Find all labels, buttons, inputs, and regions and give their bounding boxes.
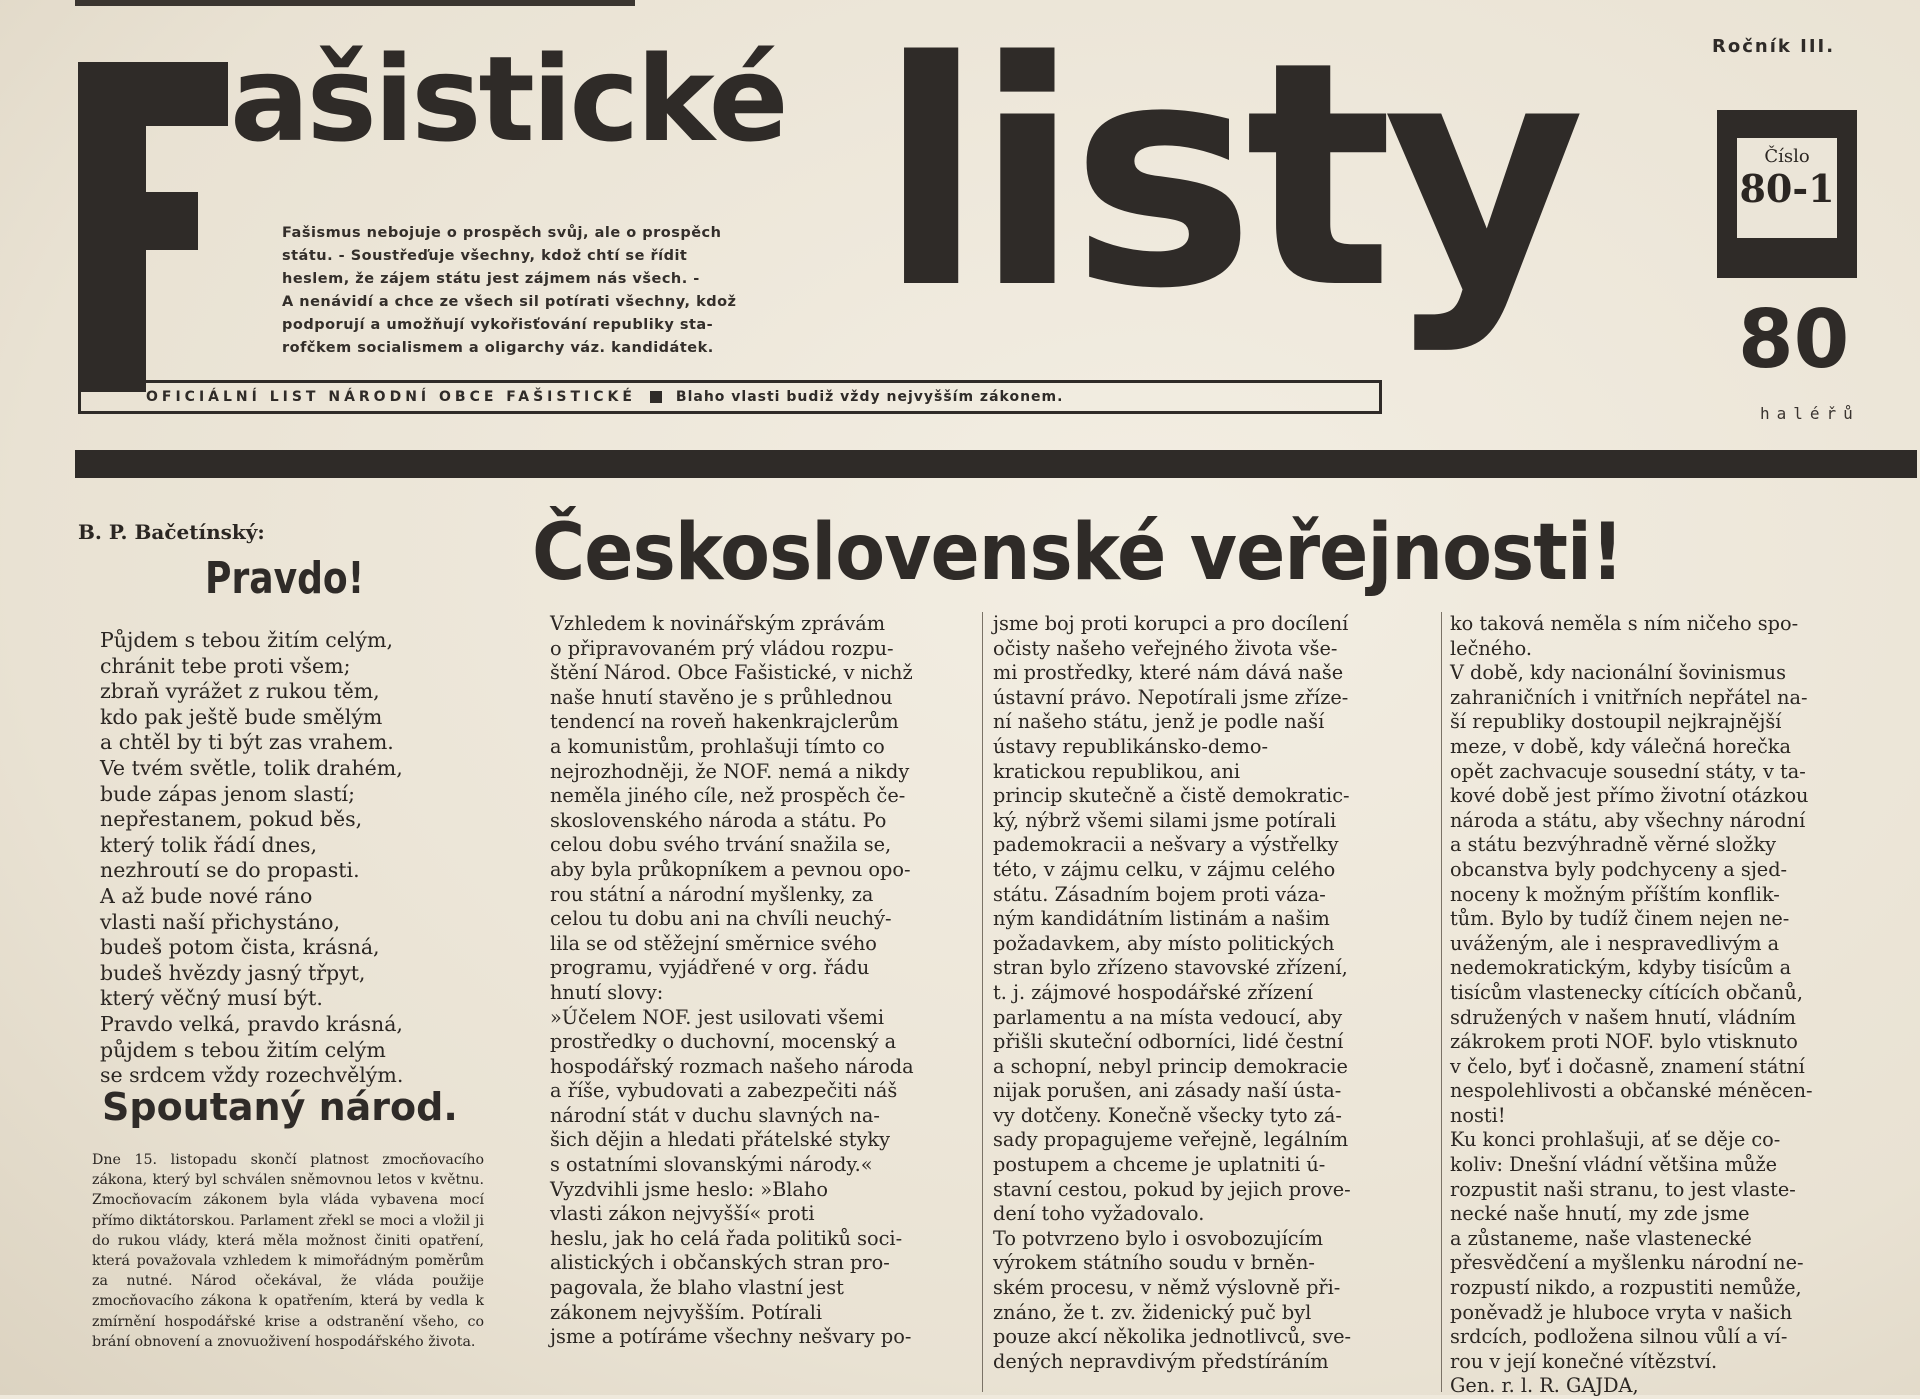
article-line: sdružených v našem hnutí, vládním [1450, 1005, 1796, 1029]
article-line: nosti! [1450, 1103, 1506, 1127]
article-line: lečného. [1450, 636, 1533, 660]
masthead-letter-f [78, 62, 228, 392]
article-line: s ostatními slovanskými národy.« [550, 1153, 873, 1177]
masthead-title-part1: ašistické [230, 30, 786, 168]
article-line: ký, nýbrž všemi silami jsme potírali [993, 808, 1337, 832]
article-line: ní našeho státu, jenž je podle naší [993, 710, 1325, 734]
article-line: a komunistům, prohlašuji tímto co [550, 734, 885, 758]
banner-right-text: Blaho vlasti budiž vždy nejvyšším zákonem. [675, 389, 1064, 405]
header-thick-rule [75, 450, 1917, 478]
column-divider [982, 612, 983, 1392]
article-line: noceny k možným příštím konflik- [1450, 882, 1780, 906]
article-line: hospodářský rozmach našeho národa [550, 1054, 914, 1078]
article-headline: Československé veřejnosti! [532, 508, 1624, 598]
article-line: tendencí na roveň hakenkrajclerům [550, 710, 899, 734]
article-column-1 [550, 612, 974, 1350]
article-column-3 [1450, 612, 1902, 1399]
article-line: rou v její konečné vítězství. [1450, 1349, 1718, 1373]
poem-line: bude zápas jenom slastí; [100, 781, 356, 806]
article-line: koliv: Dnešní vládní většina může [1450, 1153, 1778, 1177]
poem-line: budeš potom čista, krásná, [100, 935, 380, 960]
article-line: jsme boj proti korupci a pro docílení [993, 612, 1349, 635]
article-line: ným kandidátním listinám a našim [993, 907, 1330, 931]
column-divider [1441, 612, 1442, 1392]
article-line: v čelo, byť i dočasně, znamení státní [1450, 1054, 1805, 1078]
volume-label: Ročník III. [1712, 36, 1836, 57]
article-line: mi prostředky, které nám dává naše [993, 661, 1344, 685]
article-line: celou tu dobu ani na chvíli neuchý- [550, 907, 892, 931]
article-line: prostředky o duchovní, mocenský a [550, 1030, 897, 1054]
poem-byline: B. P. Bačetínský: [78, 520, 265, 544]
poem-line: budeš hvězdy jasný třpyt, [100, 960, 366, 985]
article-column-2 [993, 612, 1433, 1374]
article-line: necké naše hnutí, my zde jsme [1450, 1202, 1750, 1226]
article-line: štění Národ. Obce Fašistické, v nichž [550, 661, 913, 685]
article-line: pouze akcí několika jednotlivců, sve- [993, 1325, 1352, 1349]
article-line: kratickou republikou, ani [993, 759, 1241, 783]
poem-line: vlasti naší přichystáno, [100, 909, 340, 934]
poem-line: a chtěl by ti být zas vrahem. [100, 730, 394, 755]
article-line: Vzhledem k novinářským zprávám [550, 612, 886, 635]
article-line: tisícům vlastenecky cítících občanů, [1450, 980, 1803, 1004]
article-line: »Účelem NOF. jest usilovati všemi [550, 1005, 885, 1029]
article-line: parlamentu a na místa vedoucí, aby [993, 1005, 1343, 1029]
article-line: heslu, jak ho celá řada politiků soci- [550, 1226, 903, 1250]
subtitle-banner [78, 380, 1382, 414]
article-line: sady propagujeme veřejně, legálním [993, 1128, 1349, 1152]
article-line: dených nepravdivým předstíráním [993, 1349, 1329, 1373]
article-line: ší republiky dostoupil nejkrajnější [1450, 710, 1782, 734]
poem-line: nezhroutí se do propasti. [100, 858, 360, 883]
poem-line: který věčný musí být. [100, 986, 323, 1011]
motto-line: státu. - Soustřeďuje všechny, kdož chtí se řídit [282, 248, 688, 264]
article-line: t. j. zájmové hospodářské zřízení [993, 980, 1313, 1004]
article-line: neměla jiného cíle, než prospěch če- [550, 784, 906, 808]
article-line: a státu bezvýhradně věrné složky [1450, 833, 1777, 857]
article-line: požadavkem, aby místo politických [993, 931, 1335, 955]
article-line: ústavy republikánsko-demo- [993, 734, 1268, 758]
poem-body [100, 628, 490, 1089]
article-line: ko taková neměla s ním ničeho spo- [1450, 612, 1799, 635]
motto-line: heslem, že zájem státu jest zájmem nás všech. - [282, 271, 700, 287]
article-line: a říše, vybudovati a zabezpečiti náš [550, 1079, 898, 1103]
article-line: pagovala, že blaho vlastní jest [550, 1276, 844, 1300]
motto-line: rofčkem socialismem a oligarchy váz. kandidátek. [282, 340, 714, 356]
masthead-title-part2: listy [878, 0, 1576, 357]
article-line: lila se od stěžejní směrnice svého [550, 931, 877, 955]
motto-line: Fašismus nebojuje o prospěch svůj, ale o prospěch [282, 225, 722, 241]
masthead-motto [282, 222, 862, 360]
poem-line: se srdcem vždy rozechvělým. [100, 1063, 404, 1088]
article-line: přišli skuteční odborníci, lidé čestní [993, 1030, 1344, 1054]
banner-left-text: OFICIÁLNÍ LIST NÁRODNÍ OBCE FAŠISTICKÉ [146, 389, 636, 405]
motto-line: A nenávidí a chce ze všech sil potírati všechny, kdož [282, 294, 737, 310]
article-line: zahraničních i vnitřních nepřátel na- [1450, 685, 1808, 709]
f-top-bar [78, 62, 228, 126]
article-line: Ku konci prohlašuji, ať se děje co- [1450, 1128, 1781, 1152]
article-line: této, v zájmu celku, v zájmu celého [993, 857, 1336, 881]
article-line: srdcích, podložena silnou vůlí a ví- [1450, 1325, 1788, 1349]
article-line: výrokem státního soudu v brněn- [993, 1251, 1315, 1275]
article-line: nedemokratickým, kdyby tisícům a [1450, 956, 1792, 980]
article-line: obcanstva byly podchyceny a sjed- [1450, 857, 1788, 881]
article-line: opět zachvacuje sousední státy, v ta- [1450, 759, 1806, 783]
article-line: národa a státu, aby všechny národní [1450, 808, 1806, 832]
article-line: nijak porušen, ani zásady naší ústa- [993, 1079, 1342, 1103]
article-line: rozpustí nikdo, a rozpustiti nemůže, [1450, 1276, 1802, 1300]
article-line: dení toho vyžadovalo. [993, 1202, 1205, 1226]
article-line: poněvadž je hluboce vryta v našich [1450, 1300, 1793, 1324]
article-line: rou státní a národní myšlenky, za [550, 882, 874, 906]
article-line: celou dobu svého trvání snažila se, [550, 833, 892, 857]
article-line: To potvrzeno bylo i osvobozujícím [993, 1226, 1323, 1250]
article-line: kové době jest přímo životní otázkou [1450, 784, 1809, 808]
article-line: národní stát v duchu slavných na- [550, 1103, 880, 1127]
poem-line: Ve tvém světle, tolik drahém, [100, 755, 403, 780]
top-rule [75, 0, 635, 6]
article-line: uváženým, ale i nespravedlivým a [1450, 931, 1780, 955]
issue-inner [1737, 138, 1837, 238]
article-line: ském procesu, v němž výslovně při- [993, 1276, 1341, 1300]
section-text: Dne 15. listopadu skončí platnost zmocňovacího zákona, který byl schválen sněmovnou letos v květnu. Zmocňovacím zákonem byla vláda vybavena mocí přímo diktátorskou. Parlament zřekl se moci a vložil ji do rukou vlády, která měla možnost činiti opatření, která považovala vzhledem k mimořádným poměrům za nutné. Národ očekával, že vláda použije zmocňovacího zákona k opatřením, která by vedla k zmírnění hospodářské krise a odstranění všeho, co brání obnovení a znovuoživení hospodářského života. [92, 1152, 484, 1350]
article-line: princip skutečně a čistě demokratic- [993, 784, 1350, 808]
article-line: Gen. r. l. R. GAJDA, [1450, 1374, 1639, 1398]
article-line: stavní cestou, pokud by jejich prove- [993, 1177, 1351, 1201]
article-line: nespolehlivosti a občanské méněcen- [1450, 1079, 1813, 1103]
article-line: skoslovenského národa a státu. Po [550, 808, 887, 832]
poem-line: který tolik řádí dnes, [100, 832, 318, 857]
article-line: státu. Zásadním bojem proti váza- [993, 882, 1326, 906]
section-title: Spoutaný národ. [102, 1085, 458, 1129]
article-line: vy dotčeny. Konečně všecky tyto zá- [993, 1103, 1342, 1127]
article-line: šich dějin a hledati přátelské styky [550, 1128, 890, 1152]
article-line: aby byla průkopníkem a pevnou opo- [550, 857, 911, 881]
article-line: jsme a potíráme všechny nešvary po- [550, 1325, 912, 1349]
article-line: hnutí slovy: [550, 980, 664, 1004]
article-line: znáno, že t. zv. židenický puč byl [993, 1300, 1312, 1324]
poem-line: chránit tebe proti všem; [100, 653, 351, 678]
article-line: postupem a chceme je uplatniti ú- [993, 1153, 1326, 1177]
issue-label: Číslo [1764, 146, 1810, 167]
article-line: meze, v době, kdy válečná horečka [1450, 734, 1791, 758]
article-line: Vyzdvihli jsme heslo: »Blaho [550, 1177, 828, 1201]
article-line: očisty našeho veřejného života vše- [993, 636, 1338, 660]
article-line: přesvědčení a myšlenku národní ne- [1450, 1251, 1804, 1275]
square-bullet-icon [650, 391, 662, 403]
poem-line: A až bude nové ráno [100, 883, 313, 908]
issue-number: 80-1 [1739, 166, 1835, 211]
article-line: o připravovaném prý vládou rozpu- [550, 636, 894, 660]
price-unit: haléřů [1760, 404, 1860, 423]
article-line: rozpustit naši stranu, to jest vlaste- [1450, 1177, 1796, 1201]
article-line: zákonem nejvyšším. Potírali [550, 1300, 823, 1324]
issue-box [1717, 110, 1857, 278]
article-line: nejrozhodněji, že NOF. nemá a nikdy [550, 759, 910, 783]
price: 80 [1738, 293, 1850, 386]
article-line: a zůstaneme, naše vlastenecké [1450, 1226, 1752, 1250]
f-mid-bar [78, 192, 198, 250]
article-line: V době, kdy nacionální šovinismus [1450, 661, 1786, 685]
poem-line: zbraň vyrážet z rukou těm, [100, 679, 380, 704]
poem-line: půjdem s tebou žitím celým [100, 1037, 386, 1062]
poem-line: Půjdem s tebou žitím celým, [100, 628, 393, 652]
article-line: pademokracii a nešvary a výstřelky [993, 833, 1339, 857]
poem-title: Pravdo! [205, 553, 365, 604]
article-line: alistických i občanských stran pro- [550, 1251, 890, 1275]
article-line: a schopní, nebyl princip demokracie [993, 1054, 1348, 1078]
poem-line: kdo pak ještě bude smělým [100, 704, 383, 729]
article-line: tům. Bylo by tudíž činem nejen ne- [1450, 907, 1790, 931]
motto-line: podporují a umožňují vykořisťování republiky sta- [282, 317, 714, 333]
article-line: programu, vyjádřené v org. řádu [550, 956, 870, 980]
article-line: ústavní právo. Nepotírali jsme zříze- [993, 685, 1349, 709]
article-line: zákrokem proti NOF. bylo vtisknuto [1450, 1030, 1798, 1054]
poem-line: nepřestanem, pokud běs, [100, 807, 363, 832]
article-line: stran bylo zřízeno stavovské zřízení, [993, 956, 1348, 980]
article-line: vlasti zákon nejvyšší« proti [550, 1202, 815, 1226]
poem-line: Pravdo velká, pravdo krásná, [100, 1011, 403, 1036]
article-line: naše hnutí stavěno je s průhlednou [550, 685, 893, 709]
